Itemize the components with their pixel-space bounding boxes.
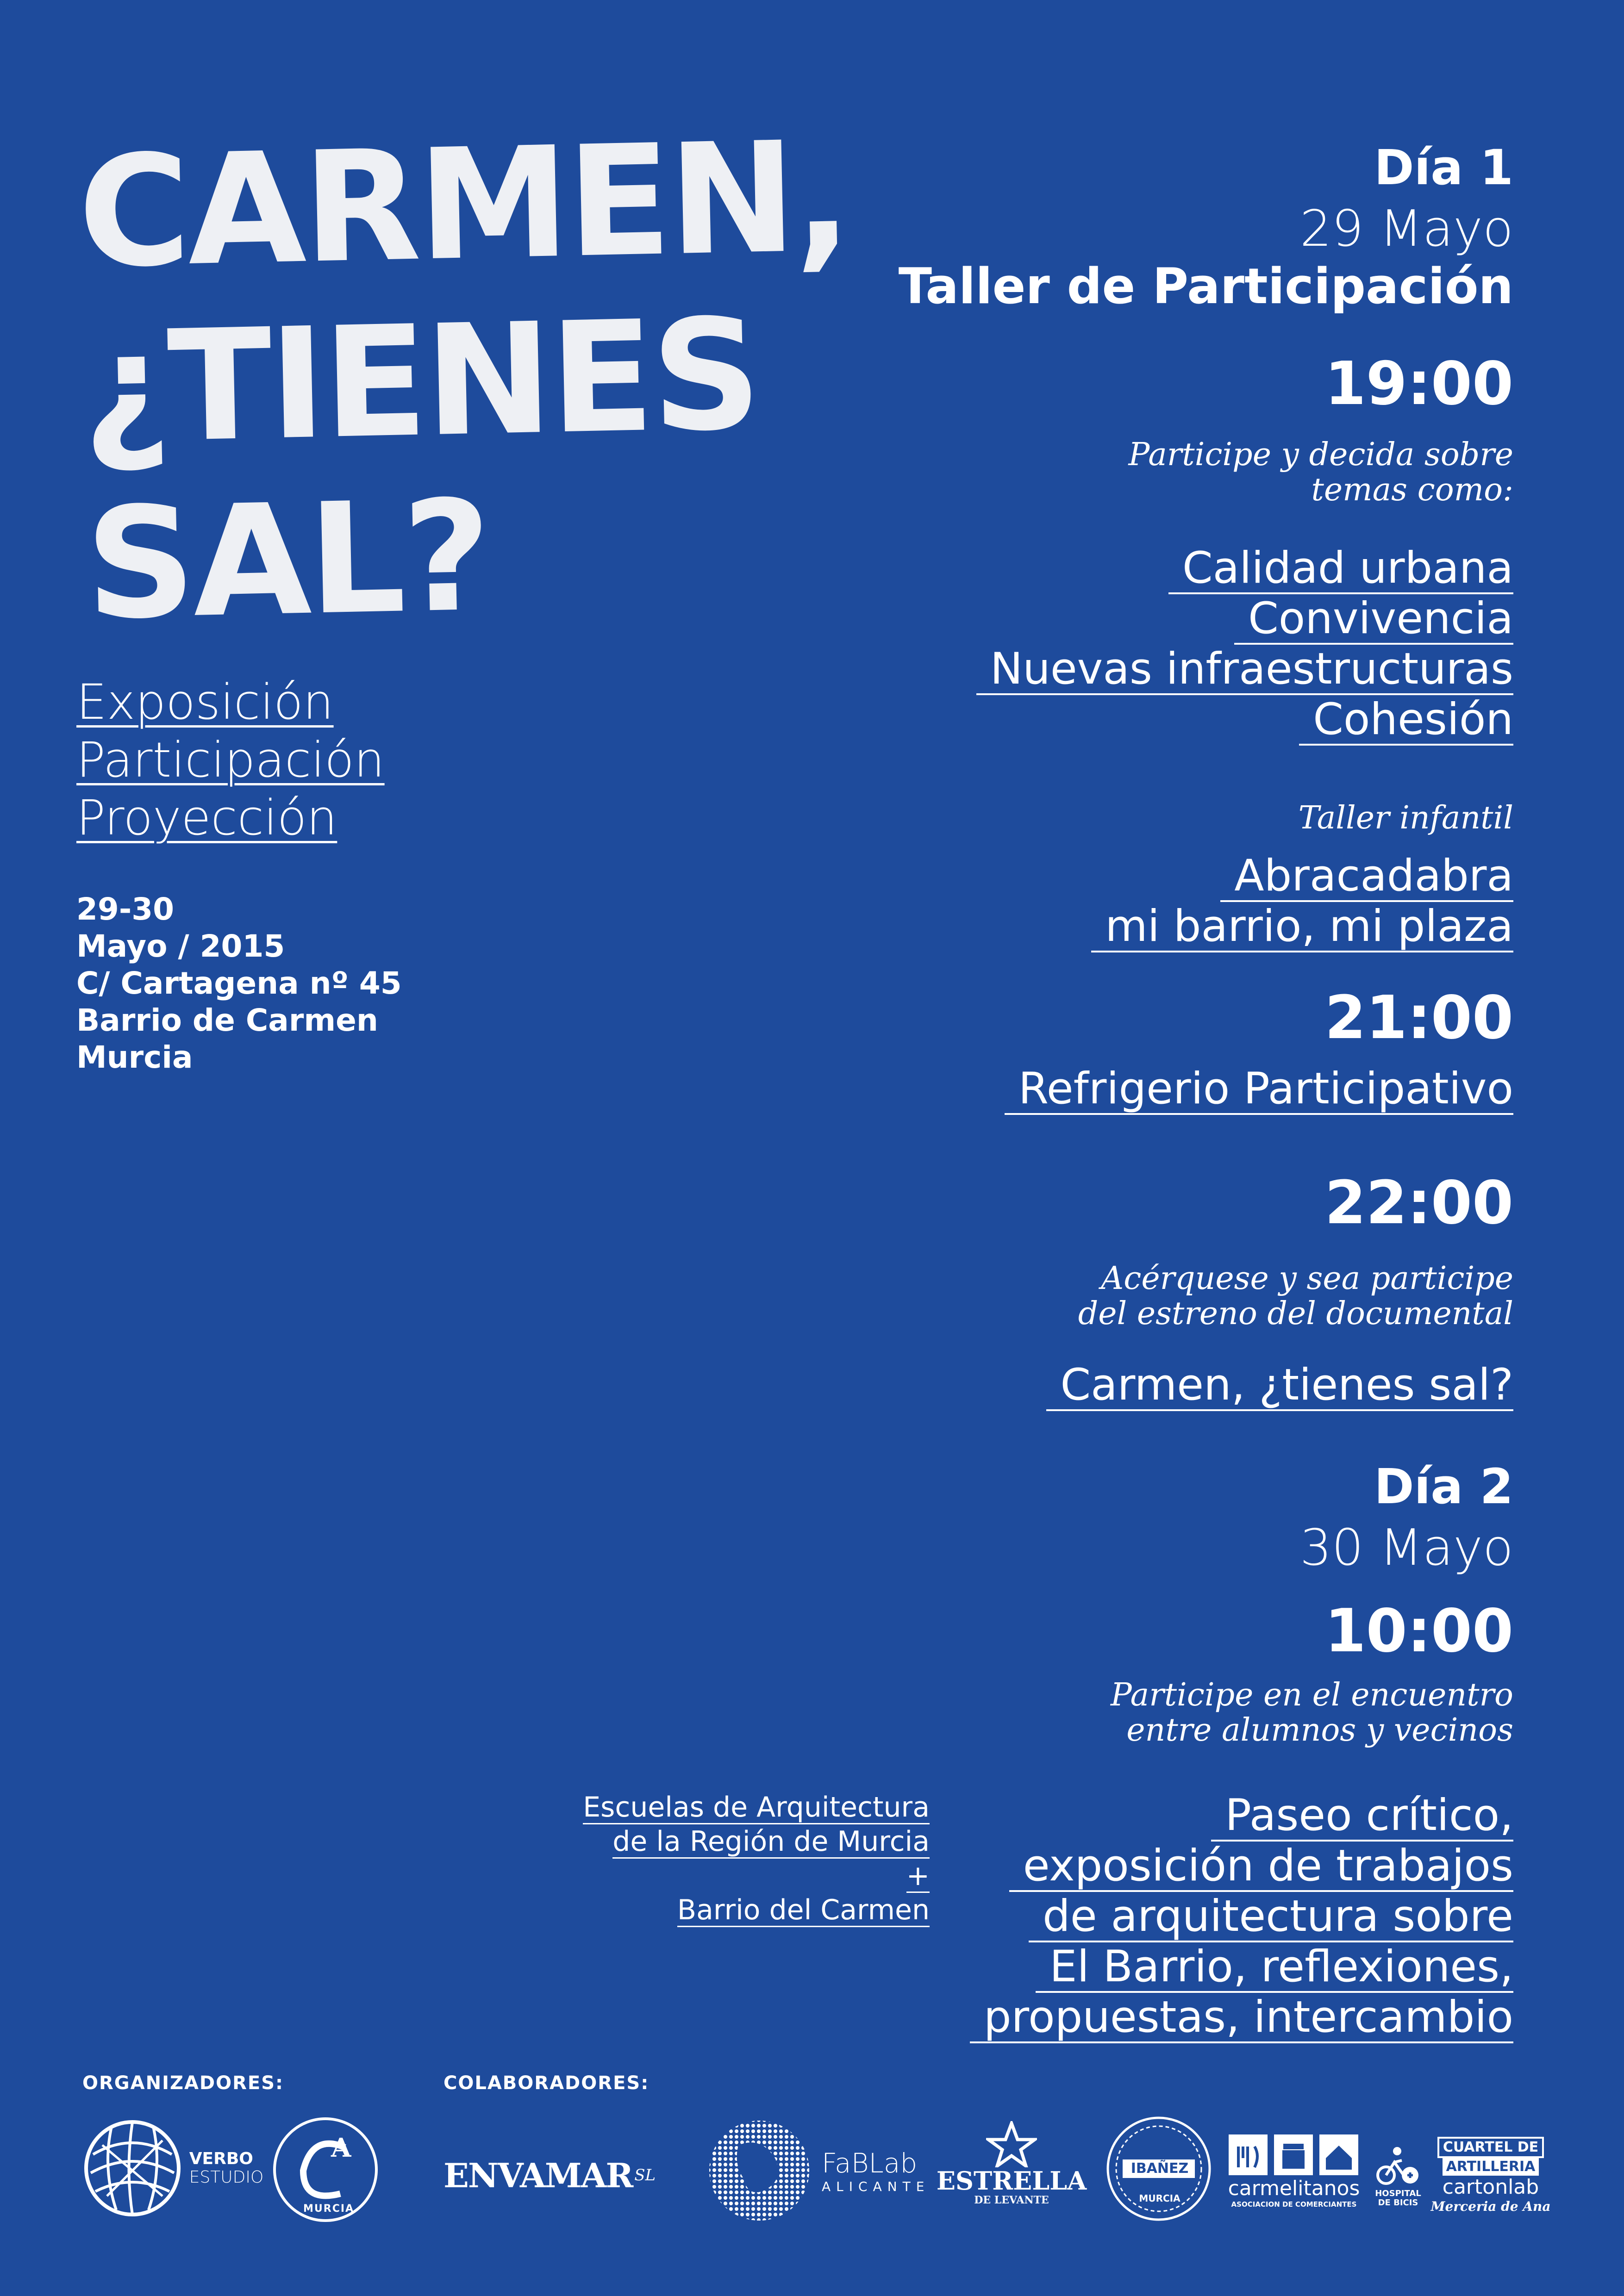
hospital-bicis-logo[interactable] [1373, 2134, 1424, 2217]
estudio-text: ESTUDIO [189, 2168, 264, 2187]
cartonlab-text: cartonlab [1442, 2175, 1539, 2199]
day1-date: 29 Mayo [1299, 200, 1513, 258]
day1-intro-1-line-1: Participe y decida sobre [1128, 436, 1513, 473]
estrella-text: ESTRELLA [936, 2166, 1087, 2196]
fablab-text: FaBLab [822, 2147, 918, 2179]
schools-plus[interactable]: + [906, 1860, 930, 1892]
film [1046, 1361, 1513, 1411]
star-icon [986, 2121, 1037, 2167]
cuartel-text: CUARTEL DE [1437, 2137, 1544, 2158]
estrella-levante-logo[interactable] [933, 2120, 1090, 2208]
carmelitanos-text: carmelitanos [1228, 2177, 1360, 2200]
day2-intro-1 [1111, 1678, 1513, 1748]
bicis-text: DE BICIS [1378, 2198, 1418, 2208]
verbo-text: VERBO [189, 2149, 253, 2168]
verbo-globe-icon [84, 2117, 181, 2219]
carmelitanos-logo[interactable] [1222, 2124, 1366, 2217]
envamar-text: ENVAMAR [443, 2155, 633, 2195]
title-line-1: CARMEN, [76, 108, 851, 302]
bicycle-icon [1375, 2143, 1421, 2189]
schools-line-2[interactable]: de la Región de Murcia [612, 1825, 930, 1858]
activity-reflexiones[interactable]: El Barrio, reflexiones, [1036, 1944, 1513, 1993]
carmelitanos-subtitle: ASOCIACION DE COMERCIANTES [1231, 2200, 1357, 2209]
info-city: Murcia [76, 1039, 193, 1075]
info-dates: 29-30 [76, 891, 175, 927]
collaborators-label: COLABORADORES: [443, 2072, 650, 2094]
activity-arquitectura[interactable]: de arquitectura sobre [1029, 1893, 1513, 1942]
poster-title [76, 108, 851, 653]
activity-propuestas[interactable]: propuestas, intercambio [970, 1994, 1513, 2043]
neighbours-association-logo[interactable] [271, 2115, 382, 2226]
levante-text: DE LEVANTE [974, 2194, 1049, 2206]
day1-intro-1 [1129, 437, 1513, 508]
kids-topic-abracadabra[interactable]: Abracadabra [1220, 853, 1513, 902]
day2-intro-1-line-2: entre alumnos y vecinos [1126, 1712, 1513, 1748]
fablab-dotted-globe-icon [706, 2117, 812, 2224]
kids-topics [1091, 852, 1513, 952]
info-month-year: Mayo / 2015 [76, 928, 285, 964]
refreshment-link[interactable]: Refrigerio Participativo [1005, 1066, 1513, 1115]
fablab-city: ALICANTE [822, 2178, 930, 2194]
artilleria-text: ARTILLERIA [1443, 2158, 1539, 2176]
topic-calidad-urbana[interactable]: Calidad urbana [1168, 545, 1513, 594]
day1-time-1900: 19:00 [1324, 349, 1513, 418]
carmelitanos-shops-icon [1227, 2133, 1361, 2177]
title-line-2: ¿TIENES [80, 286, 761, 478]
envamar-logo[interactable] [443, 2147, 684, 2203]
day1-label: Día 1 [1374, 139, 1513, 196]
merceria-text: Merceria de Ana [1430, 2198, 1551, 2214]
activity-paseo[interactable]: Paseo crítico, [1211, 1792, 1513, 1842]
ibanez-logo[interactable] [1104, 2114, 1215, 2225]
info-neighbourhood: Barrio de Carmen [76, 1002, 378, 1038]
day2-date: 30 Mayo [1299, 1519, 1513, 1577]
tagline-exposicion[interactable]: Exposición [76, 674, 334, 730]
info-address: C/ Cartagena nº 45 [76, 965, 402, 1001]
kids-workshop-label: Taller infantil [1298, 800, 1513, 836]
day1-intro-1-line-2: temas como: [1311, 472, 1513, 508]
tagline [76, 673, 385, 847]
topic-convivencia[interactable]: Convivencia [1234, 596, 1513, 645]
ibanez-city: MURCIA [1139, 2193, 1181, 2204]
day1-intro-3-line-1: Acérquese y sea participe [1101, 1260, 1513, 1297]
kids-topic-barrio-plaza[interactable]: mi barrio, mi plaza [1091, 903, 1513, 952]
title-line-3: SAL? [83, 467, 491, 653]
cuartel-cartonlab-logo[interactable] [1430, 2124, 1551, 2226]
day1-intro-3 [1078, 1261, 1513, 1332]
day1-time-2100: 21:00 [1324, 983, 1513, 1052]
envamar-suffix: SL [634, 2166, 656, 2184]
activity-exposicion[interactable]: exposición de trabajos [1009, 1843, 1513, 1892]
schools-line-3[interactable]: Barrio del Carmen [677, 1894, 930, 1926]
topic-cohesion[interactable]: Cohesión [1299, 697, 1513, 746]
verbo-estudio-logo[interactable] [76, 2115, 271, 2221]
day1-topics [976, 544, 1513, 746]
day2-intro-1-line-1: Participe en el encuentro [1110, 1677, 1513, 1713]
schools-line-1[interactable]: Escuelas de Arquitectura [583, 1791, 930, 1823]
event-info [76, 891, 402, 1076]
day2-time-1000: 10:00 [1324, 1597, 1513, 1666]
day2-activities [970, 1791, 1513, 2043]
refreshment [1005, 1064, 1513, 1115]
day1-workshop: Taller de Participación [898, 258, 1513, 315]
day1-intro-3-line-2: del estreno del documental [1078, 1295, 1513, 1332]
tagline-proyeccion[interactable]: Proyección [76, 790, 337, 846]
topic-nuevas-infraestructuras[interactable]: Nuevas infraestructuras [976, 646, 1513, 695]
schools [583, 1790, 930, 1927]
day2-label: Día 2 [1374, 1458, 1513, 1515]
day1-time-2200: 22:00 [1324, 1169, 1513, 1238]
organizers-label: ORGANIZADORES: [82, 2072, 284, 2094]
association-letter: A [331, 2133, 351, 2163]
ibanez-text: IBAÑEZ [1131, 2160, 1189, 2177]
fablab-logo[interactable] [706, 2115, 947, 2226]
association-city: MURCIA [303, 2203, 355, 2215]
tagline-participacion[interactable]: Participación [76, 732, 385, 788]
hospital-text: HOSPITAL [1375, 2189, 1421, 2198]
film-link[interactable]: Carmen, ¿tienes sal? [1046, 1362, 1513, 1411]
